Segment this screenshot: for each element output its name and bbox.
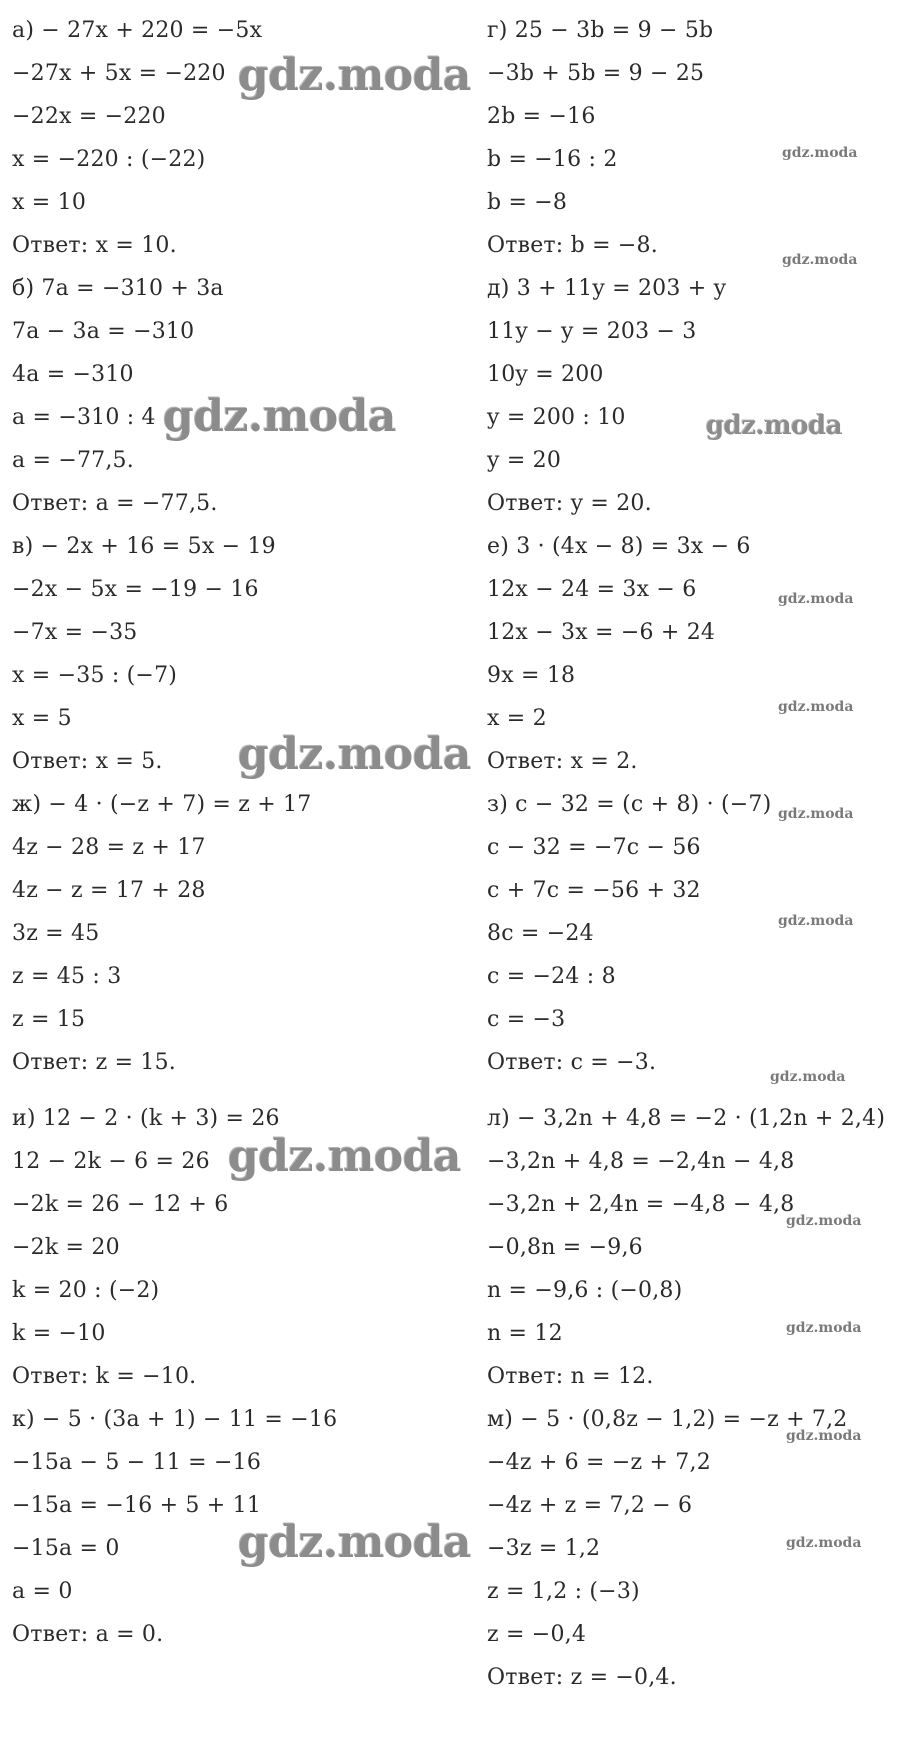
eq-g-line-5: b = −8 [487,190,568,215]
eq-z-line-5: c = −24 : 8 [487,964,616,989]
eq-z-line-1: з) c − 32 = (c + 8) · (−7) [487,792,772,817]
eq-a-line-3: −22x = −220 [12,104,166,129]
watermark-large: gdz.moda [238,50,472,101]
eq-g-line-2: −3b + 5b = 9 − 25 [487,61,705,86]
eq-g-line-3: 2b = −16 [487,104,596,129]
eq-l-answer: Ответ: n = 12. [487,1364,654,1389]
watermark-small: gdz.moda [778,699,854,715]
watermark-small: gdz.moda [778,806,854,822]
watermark-large: gdz.moda [238,1517,472,1568]
eq-z-line-6: c = −3 [487,1007,566,1032]
eq-d-line-4: y = 200 : 10 [487,405,626,430]
eq-d-answer: Ответ: y = 20. [487,491,652,516]
eq-d-line-2: 11y − y = 203 − 3 [487,319,697,344]
watermark-small: gdz.moda [782,145,858,161]
eq-e-line-5: x = 2 [487,706,547,731]
watermark-small: gdz.moda [782,252,858,268]
eq-k-answer: Ответ: a = 0. [12,1622,164,1647]
watermark-large: gdz.moda [163,391,397,442]
eq-k-line-2: −15a − 5 − 11 = −16 [12,1450,262,1475]
eq-m-line-6: z = −0,4 [487,1622,587,1647]
eq-m-line-5: z = 1,2 : (−3) [487,1579,640,1604]
eq-g-answer: Ответ: b = −8. [487,233,658,258]
eq-z-line-2: c − 32 = −7c − 56 [487,835,701,860]
eq-zh-line-5: z = 45 : 3 [12,964,122,989]
watermark-small: gdz.moda [786,1213,862,1229]
eq-l-line-5: n = −9,6 : (−0,8) [487,1278,683,1303]
watermark-large: gdz.moda [238,729,472,780]
eq-zh-line-6: z = 15 [12,1007,86,1032]
watermark-medium: gdz.moda [706,411,843,441]
eq-e-answer: Ответ: x = 2. [487,749,638,774]
eq-a-answer: Ответ: x = 10. [12,233,177,258]
watermark-small: gdz.moda [778,913,854,929]
watermark-small: gdz.moda [786,1320,862,1336]
eq-v-line-5: x = 5 [12,706,72,731]
eq-i-line-6: k = −10 [12,1321,106,1346]
eq-b-line-3: 4a = −310 [12,362,134,387]
eq-z-line-4: 8c = −24 [487,921,594,946]
eq-i-answer: Ответ: k = −10. [12,1364,197,1389]
eq-a-line-4: x = −220 : (−22) [12,147,206,172]
watermark-small: gdz.moda [786,1428,862,1444]
eq-l-line-3: −3,2n + 2,4n = −4,8 − 4,8 [487,1192,795,1217]
eq-zh-answer: Ответ: z = 15. [12,1050,176,1075]
eq-l-line-2: −3,2n + 4,8 = −2,4n − 4,8 [487,1149,795,1174]
eq-zh-line-1: ж) − 4 · (−z + 7) = z + 17 [12,792,312,817]
watermark-small: gdz.moda [786,1535,862,1551]
eq-e-line-2: 12x − 24 = 3x − 6 [487,577,697,602]
eq-g-line-1: г) 25 − 3b = 9 − 5b [487,18,714,43]
eq-a-line-5: x = 10 [12,190,87,215]
eq-b-line-5: a = −77,5. [12,448,134,473]
eq-m-answer: Ответ: z = −0,4. [487,1665,677,1690]
eq-k-line-1: к) − 5 · (3a + 1) − 11 = −16 [12,1407,338,1432]
watermark-small: gdz.moda [778,591,854,607]
eq-m-line-1: м) − 5 · (0,8z − 1,2) = −z + 7,2 [487,1407,848,1432]
eq-i-line-3: −2k = 26 − 12 + 6 [12,1192,229,1217]
eq-m-line-2: −4z + 6 = −z + 7,2 [487,1450,711,1475]
eq-v-answer: Ответ: x = 5. [12,749,163,774]
eq-k-line-5: a = 0 [12,1579,73,1604]
eq-v-line-4: x = −35 : (−7) [12,663,178,688]
eq-e-line-4: 9x = 18 [487,663,576,688]
eq-v-line-1: в) − 2x + 16 = 5x − 19 [12,534,276,559]
eq-i-line-1: и) 12 − 2 · (k + 3) = 26 [12,1106,280,1131]
eq-zh-line-2: 4z − 28 = z + 17 [12,835,206,860]
eq-a-line-1: а) − 27x + 220 = −5x [12,18,263,43]
eq-k-line-4: −15a = 0 [12,1536,120,1561]
watermark-large: gdz.moda [228,1131,462,1182]
eq-b-line-4: a = −310 : 4 [12,405,156,430]
eq-d-line-3: 10y = 200 [487,362,604,387]
eq-zh-line-3: 4z − z = 17 + 28 [12,878,206,903]
eq-i-line-2: 12 − 2k − 6 = 26 [12,1149,210,1174]
eq-a-line-2: −27x + 5x = −220 [12,61,226,86]
eq-v-line-2: −2x − 5x = −19 − 16 [12,577,259,602]
eq-l-line-6: n = 12 [487,1321,563,1346]
eq-z-answer: Ответ: c = −3. [487,1050,657,1075]
eq-v-line-3: −7x = −35 [12,620,138,645]
eq-m-line-3: −4z + z = 7,2 − 6 [487,1493,693,1518]
eq-l-line-1: л) − 3,2n + 4,8 = −2 · (1,2n + 2,4) [487,1106,886,1131]
eq-k-line-3: −15a = −16 + 5 + 11 [12,1493,262,1518]
eq-b-answer: Ответ: a = −77,5. [12,491,218,516]
eq-l-line-4: −0,8n = −9,6 [487,1235,643,1260]
eq-i-line-4: −2k = 20 [12,1235,120,1260]
eq-b-line-1: б) 7a = −310 + 3a [12,276,224,301]
eq-zh-line-4: 3z = 45 [12,921,100,946]
eq-i-line-5: k = 20 : (−2) [12,1278,160,1303]
watermark-small: gdz.moda [770,1069,846,1085]
eq-b-line-2: 7a − 3a = −310 [12,319,195,344]
eq-e-line-3: 12x − 3x = −6 + 24 [487,620,716,645]
eq-e-line-1: е) 3 · (4x − 8) = 3x − 6 [487,534,751,559]
eq-g-line-4: b = −16 : 2 [487,147,618,172]
eq-m-line-4: −3z = 1,2 [487,1536,601,1561]
eq-d-line-1: д) 3 + 11y = 203 + y [487,276,727,301]
eq-z-line-3: c + 7c = −56 + 32 [487,878,701,903]
eq-d-line-5: y = 20 [487,448,562,473]
